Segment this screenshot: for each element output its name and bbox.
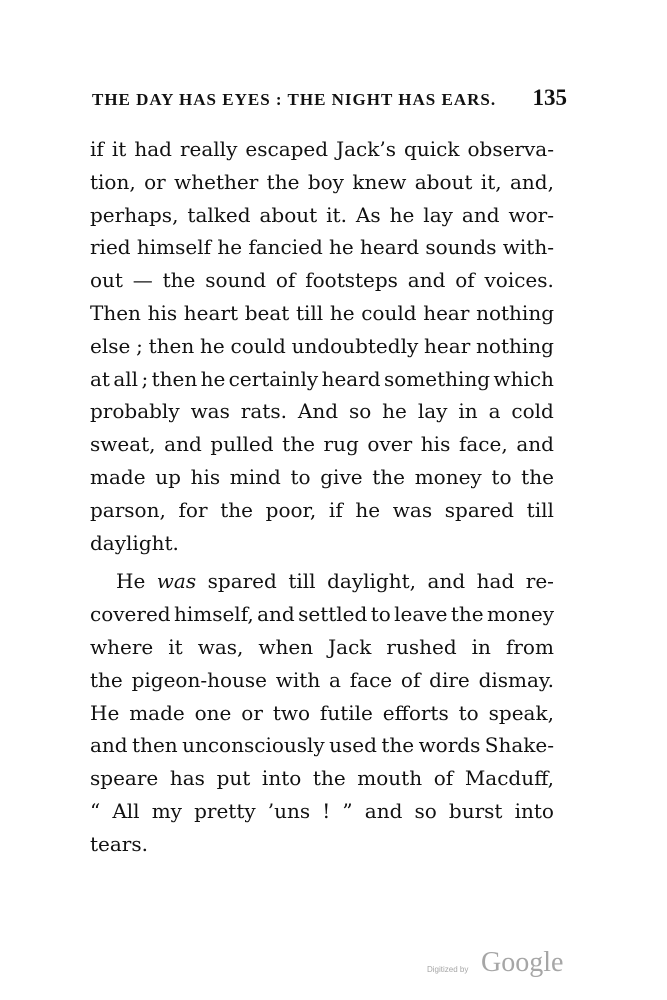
word: till bbox=[526, 497, 554, 522]
word: it bbox=[168, 634, 183, 659]
word: his bbox=[147, 300, 178, 325]
word: he bbox=[200, 333, 225, 358]
word: one bbox=[194, 700, 232, 725]
word: so bbox=[414, 798, 437, 823]
word: sweat, bbox=[90, 432, 156, 457]
word: tears. bbox=[90, 831, 148, 856]
word: As bbox=[355, 202, 381, 227]
word: it, bbox=[480, 169, 502, 194]
text-line bbox=[90, 363, 554, 396]
word: rug bbox=[323, 432, 359, 457]
word: mind bbox=[229, 464, 281, 489]
word: to bbox=[491, 464, 512, 489]
word: the bbox=[282, 432, 315, 457]
word: cold bbox=[511, 399, 554, 424]
word: settled bbox=[298, 602, 368, 627]
word: about bbox=[414, 169, 473, 194]
word: the bbox=[220, 497, 253, 522]
text-line bbox=[90, 461, 554, 494]
text-line bbox=[90, 631, 554, 664]
word: and bbox=[516, 432, 554, 457]
word: in bbox=[458, 399, 478, 424]
word: about bbox=[259, 202, 318, 227]
word: else bbox=[90, 333, 131, 358]
page-number: 135 bbox=[532, 85, 567, 110]
word: hear bbox=[424, 333, 471, 358]
word: then bbox=[151, 366, 198, 391]
word: had bbox=[476, 569, 515, 594]
word: give bbox=[320, 464, 363, 489]
text-line bbox=[90, 231, 554, 264]
word: he bbox=[382, 399, 407, 424]
word: sound bbox=[205, 268, 267, 293]
word: my bbox=[151, 798, 182, 823]
word: heard bbox=[321, 366, 381, 391]
text-line bbox=[90, 762, 554, 795]
word: and bbox=[407, 268, 446, 293]
word: for bbox=[178, 497, 208, 522]
word: of bbox=[400, 667, 421, 692]
word: made bbox=[129, 700, 185, 725]
word: he bbox=[355, 497, 381, 522]
word: at bbox=[90, 366, 110, 391]
word: speak, bbox=[488, 700, 554, 725]
word: he bbox=[329, 235, 354, 260]
word: footsteps bbox=[305, 268, 398, 293]
word: all bbox=[113, 366, 139, 391]
word: in bbox=[471, 634, 491, 659]
word: And bbox=[297, 399, 339, 424]
word: could bbox=[361, 300, 417, 325]
word: the bbox=[312, 766, 346, 791]
google-logo: Google bbox=[481, 947, 564, 978]
word: with bbox=[275, 667, 321, 692]
word: then bbox=[148, 333, 195, 358]
word: was bbox=[190, 399, 230, 424]
text-line bbox=[90, 828, 554, 861]
word: Macduff, bbox=[464, 766, 554, 791]
word: ! bbox=[322, 798, 331, 823]
word: himself bbox=[136, 235, 212, 260]
text-line bbox=[90, 527, 554, 560]
text-line bbox=[90, 565, 554, 598]
word: spared bbox=[207, 569, 277, 594]
word: the bbox=[381, 733, 415, 758]
word: rats. bbox=[240, 399, 287, 424]
word: face, bbox=[458, 432, 508, 457]
word: poor, bbox=[265, 497, 317, 522]
word: efforts bbox=[382, 700, 449, 725]
word: and bbox=[427, 569, 466, 594]
text-line bbox=[90, 795, 554, 828]
word: ried bbox=[90, 235, 131, 260]
word: the bbox=[266, 169, 300, 194]
text-line bbox=[90, 395, 554, 428]
word: pigeon-house bbox=[131, 667, 267, 692]
word: it bbox=[111, 137, 127, 161]
word: dire bbox=[429, 667, 470, 692]
watermark-prefix: Digitized by bbox=[427, 965, 469, 974]
word: was bbox=[156, 569, 197, 594]
word: up bbox=[155, 464, 181, 489]
word: futile bbox=[319, 700, 373, 725]
word: lay bbox=[417, 399, 448, 424]
word: where bbox=[90, 634, 154, 659]
word: which bbox=[493, 366, 554, 391]
word: talked bbox=[187, 202, 251, 227]
word: used bbox=[329, 733, 377, 758]
word: Shake- bbox=[484, 733, 554, 758]
word: nothing bbox=[476, 300, 554, 325]
word: made bbox=[90, 464, 146, 489]
word: lay bbox=[423, 202, 453, 227]
word: to bbox=[458, 700, 479, 725]
word: probably bbox=[90, 399, 180, 424]
text-line bbox=[90, 297, 554, 330]
word: ; bbox=[141, 366, 149, 391]
word: covered bbox=[90, 602, 171, 627]
text-line bbox=[90, 494, 554, 527]
word: was, bbox=[197, 634, 244, 659]
text-line bbox=[90, 166, 554, 199]
digitized-by-google-watermark bbox=[427, 946, 587, 986]
body-text bbox=[90, 133, 554, 861]
word: and bbox=[461, 202, 500, 227]
text-line bbox=[90, 330, 554, 363]
word: leave bbox=[394, 602, 448, 627]
word: parson, bbox=[90, 497, 166, 522]
word: the bbox=[90, 667, 123, 692]
word: really bbox=[179, 137, 238, 161]
word: and bbox=[164, 432, 202, 457]
word: pulled bbox=[210, 432, 274, 457]
word: mouth bbox=[357, 766, 423, 791]
word: or bbox=[144, 169, 166, 194]
word: He bbox=[116, 569, 146, 594]
word: money bbox=[414, 464, 482, 489]
word: he bbox=[217, 235, 243, 260]
word: with- bbox=[502, 235, 554, 260]
word: Jack’s bbox=[336, 137, 396, 161]
word: something bbox=[383, 366, 491, 391]
word: unconsciously bbox=[182, 733, 325, 758]
word: the bbox=[521, 464, 554, 489]
word: voices. bbox=[484, 268, 554, 293]
word: of bbox=[275, 268, 296, 293]
word: till bbox=[295, 300, 324, 325]
page-header bbox=[92, 85, 567, 115]
word: and bbox=[364, 798, 403, 823]
word: sounds bbox=[425, 235, 497, 260]
word: over bbox=[367, 432, 413, 457]
word: a bbox=[329, 667, 341, 692]
word: tion, bbox=[90, 169, 136, 194]
word: knew bbox=[352, 169, 407, 194]
word: nothing bbox=[476, 333, 554, 358]
word: then bbox=[132, 733, 178, 758]
word: if bbox=[90, 137, 104, 161]
word: daylight. bbox=[90, 530, 179, 555]
word: put bbox=[216, 766, 251, 791]
word: “ bbox=[90, 798, 101, 823]
word: has bbox=[169, 766, 205, 791]
word: could bbox=[230, 333, 286, 358]
text-line bbox=[90, 264, 554, 297]
word: beat bbox=[244, 300, 290, 325]
word: he bbox=[329, 300, 355, 325]
word: certainly bbox=[228, 366, 319, 391]
word: dismay. bbox=[478, 667, 554, 692]
word: into bbox=[261, 766, 302, 791]
text-line bbox=[90, 428, 554, 461]
word: till bbox=[288, 569, 316, 594]
word: undoubtedly bbox=[291, 333, 419, 358]
word: ’uns bbox=[267, 798, 311, 823]
word: of bbox=[433, 766, 454, 791]
word: himself, bbox=[173, 602, 254, 627]
word: observa- bbox=[467, 137, 554, 161]
word: heart bbox=[183, 300, 239, 325]
text-line bbox=[90, 664, 554, 697]
word: the bbox=[372, 464, 406, 489]
word: if bbox=[328, 497, 343, 522]
word: re- bbox=[525, 569, 554, 594]
word: Jack bbox=[328, 634, 372, 659]
word: so bbox=[348, 399, 372, 424]
word: wor- bbox=[508, 202, 554, 227]
word: hear bbox=[423, 300, 470, 325]
word: to bbox=[290, 464, 311, 489]
word: the bbox=[450, 602, 484, 627]
text-line bbox=[90, 697, 554, 730]
word: of bbox=[455, 268, 475, 293]
text-line bbox=[90, 133, 554, 166]
word: to bbox=[370, 602, 391, 627]
word: into bbox=[514, 798, 554, 823]
word: two bbox=[272, 700, 311, 725]
word: when bbox=[258, 634, 314, 659]
word: a bbox=[488, 399, 501, 424]
word: He bbox=[90, 700, 120, 725]
word: rushed bbox=[386, 634, 457, 659]
word: he bbox=[389, 202, 415, 227]
running-head: THE DAY HAS EYES : THE NIGHT HAS EARS. bbox=[92, 90, 497, 109]
word: money bbox=[486, 602, 554, 627]
word: and bbox=[257, 602, 295, 627]
word: burst bbox=[448, 798, 503, 823]
word: pretty bbox=[194, 798, 256, 823]
word: it. bbox=[326, 202, 347, 227]
word: was bbox=[392, 497, 433, 522]
word: boy bbox=[307, 169, 344, 194]
word: escaped bbox=[245, 137, 329, 161]
word: whether bbox=[174, 169, 259, 194]
word: — bbox=[132, 268, 153, 293]
word: out bbox=[90, 268, 123, 293]
word: or bbox=[241, 700, 263, 725]
word: heard bbox=[360, 235, 420, 260]
word: spared bbox=[444, 497, 514, 522]
word: fancied bbox=[248, 235, 323, 260]
word: All bbox=[112, 798, 140, 823]
word: he bbox=[200, 366, 226, 391]
word: his bbox=[420, 432, 451, 457]
text-line bbox=[90, 199, 554, 232]
word: words bbox=[418, 733, 481, 758]
word: and bbox=[90, 733, 128, 758]
word: from bbox=[505, 634, 554, 659]
word: face bbox=[349, 667, 393, 692]
text-line bbox=[90, 729, 554, 762]
word: perhaps, bbox=[90, 202, 179, 227]
word: his bbox=[190, 464, 221, 489]
word: and, bbox=[509, 169, 554, 194]
word: ; bbox=[136, 333, 143, 358]
word: ” bbox=[342, 798, 353, 823]
word: the bbox=[162, 268, 196, 293]
text-line bbox=[90, 598, 554, 631]
word: Then bbox=[90, 300, 141, 325]
word: daylight, bbox=[327, 569, 416, 594]
word: had bbox=[134, 137, 172, 161]
word: quick bbox=[404, 137, 460, 161]
word: speare bbox=[90, 766, 159, 791]
